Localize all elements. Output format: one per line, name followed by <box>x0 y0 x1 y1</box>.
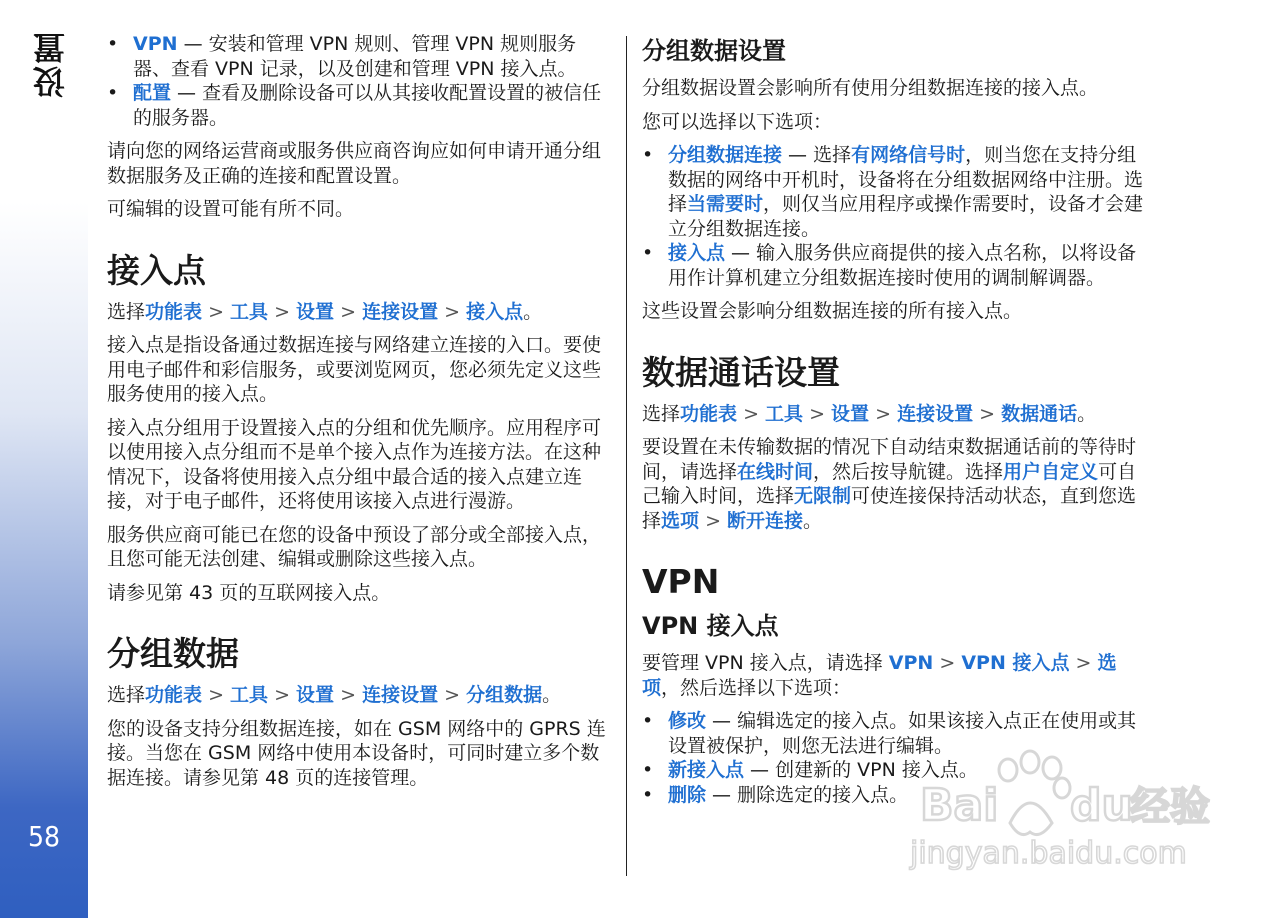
paragraph: 接入点分组用于设置接入点的分组和优先顺序。应用程序可以使用接入点分组而不是单个接入点作为连接方法。在这种情况下，设备将使用接入点分组中最合适的接入点建立连接，对于电子邮件，还将使用该接入点进行漫游。 <box>107 416 602 512</box>
option-link[interactable]: 当需要时 <box>687 193 764 215</box>
list-item: • 配置 — 查看及删除设备可以从其接收配置设置的被信任的服务器。 <box>133 81 612 130</box>
list-item: • 分组数据连接 — 选择有网络信号时，则当您在支持分组数据的网络中开机时，设备将在分组数据网络中注册。选择当需要时，则仅当应用程序或操作需要时，设备才会建立分组数据连接。 <box>668 143 1147 241</box>
option-link[interactable]: 选项 <box>661 509 700 532</box>
path-link[interactable]: VPN <box>888 652 934 674</box>
path-link[interactable]: 连接设置 <box>897 402 974 425</box>
sidebar-band <box>0 0 88 918</box>
svg-text:jingyan.baidu.com: jingyan.baidu.com <box>910 836 1187 871</box>
path-link[interactable]: 连接设置 <box>362 684 439 706</box>
heading-access-point: 接入点 <box>107 250 206 290</box>
paragraph: 可编辑的设置可能有所不同。 <box>107 198 355 220</box>
paragraph: 这些设置会影响分组数据连接的所有接入点。 <box>642 300 1023 322</box>
menu-path: 选择功能表 > 工具 > 设置 > 连接设置 > 分组数据。 <box>107 684 562 706</box>
section-title: 设置 <box>32 30 70 98</box>
option-link[interactable]: 断开连接 <box>727 509 804 532</box>
menu-path: 选择功能表 > 工具 > 设置 > 连接设置 > 数据通话。 <box>642 402 1097 425</box>
term-link[interactable]: 修改 <box>668 710 707 732</box>
term-link[interactable]: 分组数据连接 <box>668 144 783 166</box>
menu-path: 选择功能表 > 工具 > 设置 > 连接设置 > 接入点。 <box>107 300 543 323</box>
svg-text:Bai: Bai <box>920 780 999 831</box>
list-item: • 新接入点 — 创建新的 VPN 接入点。 <box>668 758 1147 783</box>
term-link[interactable]: 新接入点 <box>668 759 745 781</box>
right-column <box>642 32 1147 816</box>
option-link[interactable]: 无限制 <box>794 485 852 507</box>
paragraph: 请向您的网络运营商或服务供应商咨询应如何申请开通分组数据服务及正确的连接和配置设置。 <box>107 140 602 187</box>
list-item: • 接入点 — 输入服务供应商提供的接入点名称，以将设备用作计算机建立分组数据连接时使用的调制解调器。 <box>668 241 1147 290</box>
path-link[interactable]: 功能表 <box>145 684 203 706</box>
paragraph: 您的设备支持分组数据连接，如在 GSM 网络中的 GPRS 连接。当您在 GSM 网络中使用本设备时，可同时建立多个数据连接。请参见第 48 页的连接管理。 <box>107 717 606 789</box>
term-link[interactable]: 配置 <box>133 82 172 104</box>
heading-vpn: VPN <box>642 562 720 601</box>
path-link[interactable]: 分组数据 <box>466 684 543 706</box>
svg-text:du: du <box>1070 780 1133 831</box>
page-number: 58 <box>27 820 61 853</box>
left-column <box>107 32 612 799</box>
term-link[interactable]: VPN <box>133 33 178 55</box>
list-item: • 修改 — 编辑选定的接入点。如果该接入点正在使用或其设置被保护，则您无法进行编辑。 <box>668 709 1147 758</box>
path-link[interactable]: 接入点 <box>466 300 524 323</box>
svg-text:经验: 经验 <box>1130 784 1210 830</box>
path-link[interactable]: 工具 <box>230 684 269 706</box>
path-link[interactable]: 工具 <box>765 402 804 425</box>
paragraph: 要设置在未传输数据的情况下自动结束数据通话前的等待时间，请选择在线时间，然后按导航键。选择用户自定义可自己输入时间，选择无限制可使连接保持活动状态，直到您选择选项 > 断开连接。 <box>642 436 1137 532</box>
top-bullet-list <box>107 32 612 130</box>
path-link[interactable]: 工具 <box>230 300 269 323</box>
path-link[interactable]: 设置 <box>296 300 335 323</box>
list-item: • VPN — 安装和管理 VPN 规则、管理 VPN 规则服务器、查看 VPN 记录，以及创建和管理 VPN 接入点。 <box>133 32 612 81</box>
option-link[interactable]: 有网络信号时 <box>851 144 966 166</box>
list-item: • 删除 — 删除选定的接入点。 <box>668 783 1147 808</box>
column-divider <box>626 36 627 876</box>
term-link[interactable]: 接入点 <box>668 242 726 264</box>
term-link[interactable]: 删除 <box>668 783 707 806</box>
paragraph: 分组数据设置会影响所有使用分组数据连接的接入点。 <box>642 77 1099 99</box>
path-link[interactable]: 数据通话 <box>1001 402 1078 425</box>
heading-packet-data-settings: 分组数据设置 <box>642 37 786 65</box>
option-link[interactable]: 用户自定义 <box>1003 460 1099 483</box>
path-link[interactable]: 设置 <box>296 684 335 706</box>
path-link[interactable]: 连接设置 <box>362 300 439 323</box>
path-link[interactable]: VPN 接入点 <box>961 652 1070 674</box>
path-link[interactable]: 设置 <box>831 402 870 425</box>
paragraph: 要管理 VPN 接入点，请选择 VPN > VPN 接入点 > 选项，然后选择以下选项： <box>642 652 1117 699</box>
options-list <box>642 143 1147 290</box>
option-link[interactable]: 在线时间 <box>737 460 814 483</box>
baidu-watermark-logo <box>890 728 1220 878</box>
paragraph: 请参见第 43 页的互联网接入点。 <box>107 581 391 604</box>
subheading-vpn-access-point: VPN 接入点 <box>642 612 779 640</box>
paragraph: 您可以选择以下选项： <box>642 110 833 133</box>
path-link[interactable]: 选项 <box>642 652 1117 699</box>
path-link[interactable]: 功能表 <box>145 300 203 323</box>
heading-data-call-settings: 数据通话设置 <box>642 352 840 392</box>
path-link[interactable]: 功能表 <box>680 402 738 425</box>
heading-packet-data: 分组数据 <box>107 634 239 673</box>
paragraph: 接入点是指设备通过数据连接与网络建立连接的入口。要使用电子邮件和彩信服务，或要浏览网页，您必须先定义这些服务使用的接入点。 <box>107 334 602 405</box>
paragraph: 服务供应商可能已在您的设备中预设了部分或全部接入点，且您可能无法创建、编辑或删除这些接入点。 <box>107 523 602 570</box>
